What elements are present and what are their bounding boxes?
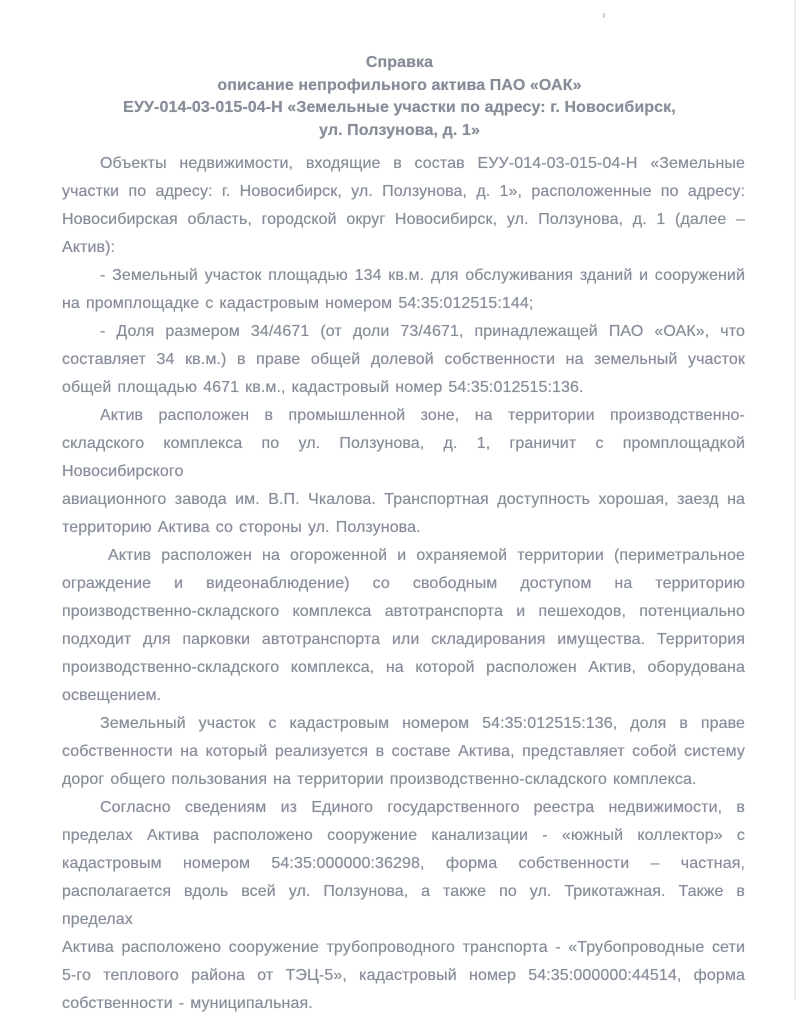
- paragraph-bullet-share: [62, 318, 745, 402]
- document-title: [0, 0, 799, 142]
- title-line: ЕУУ-014-03-015-04-Н «Земельные участки по адресу: г. Новосибирск,: [123, 99, 676, 116]
- text-line: располагается вдоль всей ул. Ползунова, а также по ул. Трикотажная. Также в пределах: [62, 883, 745, 928]
- text-line: Актив расположен на огороженной и охраняемой территории (периметральное: [108, 547, 745, 564]
- text-line: производственно-складского комплекса, на которой расположен Актив, оборудована: [62, 659, 745, 676]
- paragraph-roads: [62, 710, 745, 794]
- text-line: участки по адресу: г. Новосибирск, ул. Ползунова, д. 1», расположенные по адресу:: [62, 183, 745, 200]
- text-line: дорог общего пользования на территории производственно-складского комплекса.: [62, 771, 697, 788]
- paragraph-intro: [62, 150, 745, 262]
- text-line: производственно-складского комплекса автотранспорта и пешеходов, потенциально: [62, 603, 745, 620]
- text-line: Актива расположено сооружение трубопроводного транспорта - «Трубопроводные сети: [62, 939, 745, 956]
- text-line: составляет 34 кв.м.) в праве общей долевой собственности на земельный участок: [62, 351, 745, 368]
- text-line: территорию Актива со стороны ул. Ползунова.: [62, 519, 421, 536]
- text-line: собственности на который реализуется в составе Актива, представляет собой систему: [62, 743, 745, 760]
- text-line: Актив расположен в промышленной зоне, на территории производственно-: [100, 407, 745, 424]
- title-line: ул. Ползунова, д. 1»: [319, 121, 480, 139]
- text-line: - Доля размером 34/4671 (от доли 73/4671, принадлежащей ПАО «ОАК», что: [100, 323, 745, 340]
- paragraph-territory: [62, 542, 745, 710]
- text-line: общей площадью 4671 кв.м., кадастровый номер 54:35:012515:136.: [62, 379, 584, 396]
- text-line: складского комплекса по ул. Ползунова, д. 1, граничит с промплощадкой Новосибирского: [62, 435, 745, 480]
- paragraph-bullet-land-plot: [62, 262, 745, 318]
- text-line: кадастровым номером 54:35:000000:36298, форма собственности – частная,: [62, 855, 745, 872]
- text-line: Объекты недвижимости, входящие в состав ЕУУ-014-03-015-04-Н «Земельные: [100, 155, 745, 172]
- text-line: Новосибирская область, городской округ Новосибирск, ул. Ползунова, д. 1 (далее –: [62, 211, 745, 228]
- text-line: авиационного завода им. В.П. Чкалова. Транспортная доступность хорошая, заезд на: [62, 491, 745, 508]
- text-line: Земельный участок с кадастровым номером 54:35:012515:136, доля в праве: [100, 715, 745, 732]
- text-line: ограждение и видеонаблюдение) со свободным доступом на территорию: [62, 575, 745, 592]
- text-line: на промплощадке с кадастровым номером 54:35:012515:144;: [62, 295, 534, 312]
- paragraph-location: [62, 402, 745, 542]
- title-line: описание непрофильного актива ПАО «ОАК»: [217, 76, 582, 94]
- text-line: подходит для парковки автотранспорта или складирования имущества. Территория: [62, 631, 745, 648]
- text-line: - Земельный участок площадью 134 кв.м. для обслуживания зданий и сооружений: [100, 267, 745, 284]
- text-line: освещением.: [62, 687, 162, 704]
- text-line: 5-го теплового района от ТЭЦ-5», кадастровый номер 54:35:000000:44514, форма: [62, 967, 745, 984]
- text-line: пределах Актива расположено сооружение канализации - «южный коллектор» с: [62, 827, 745, 844]
- title-line: Справка: [365, 54, 434, 71]
- text-line: Актив):: [62, 239, 116, 256]
- paragraph-egrn: [62, 794, 745, 1018]
- text-line: собственности - муниципальная.: [62, 995, 313, 1012]
- text-line: Согласно сведениям из Единого государственного реестра недвижимости, в: [100, 799, 745, 816]
- scan-edge-shadow: [794, 0, 796, 1000]
- document-body: [0, 142, 799, 1018]
